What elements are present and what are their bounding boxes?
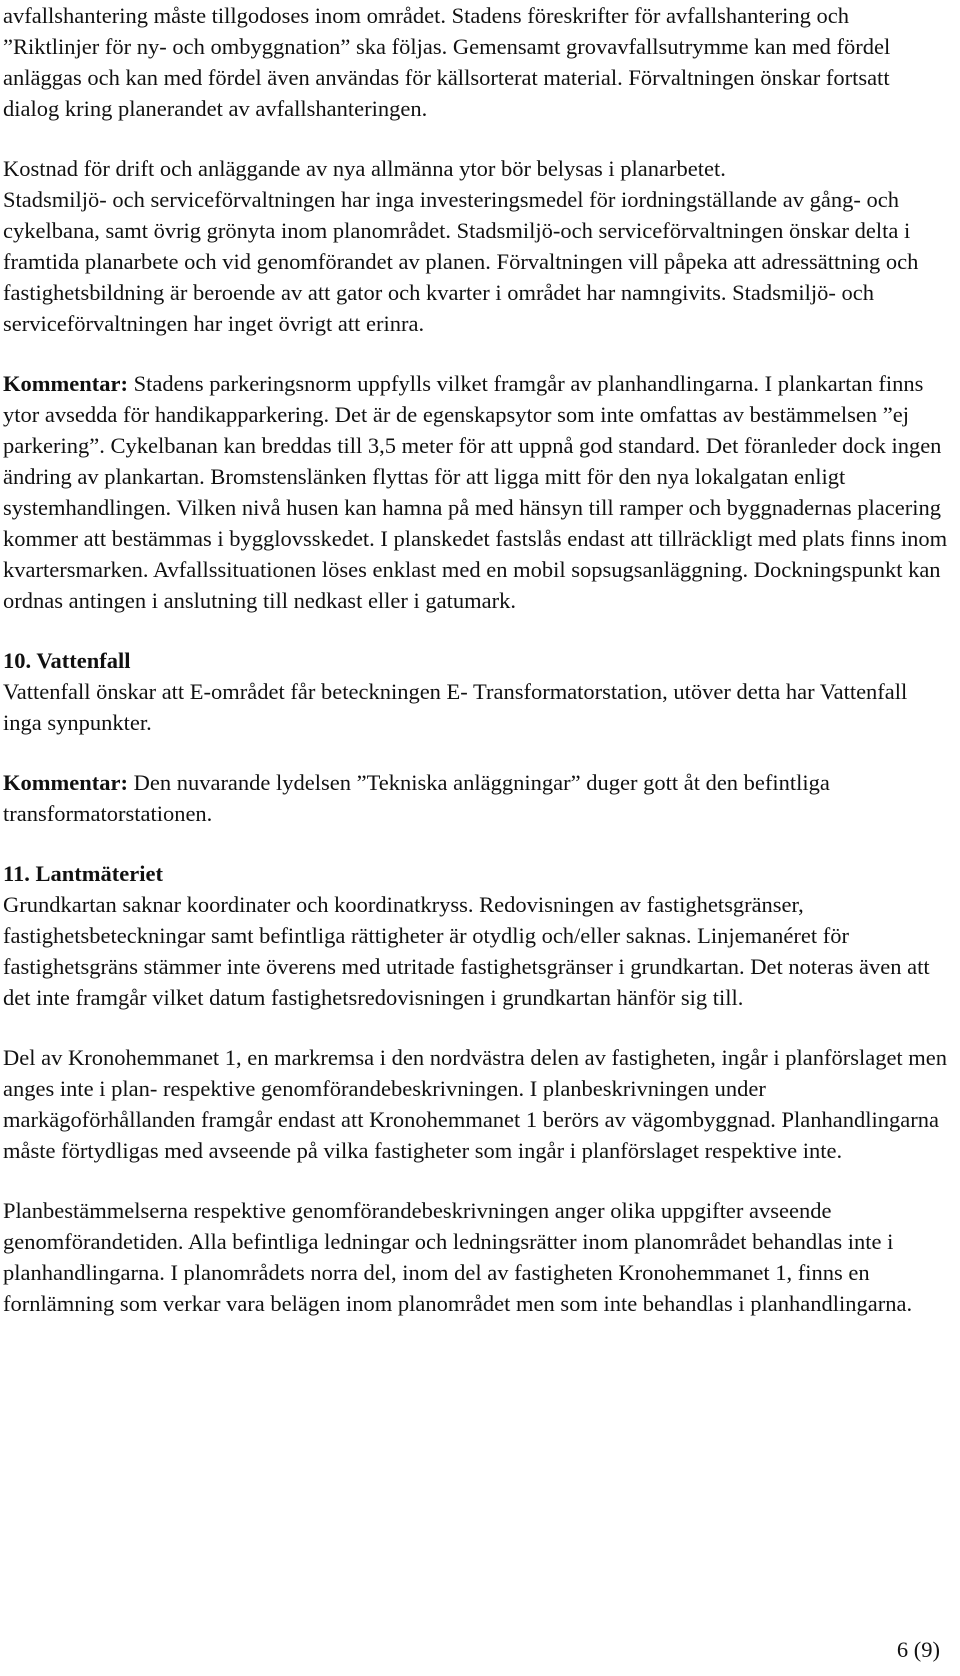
paragraph-waste-management (3, 0, 948, 124)
comment-label: Kommentar: (3, 770, 128, 795)
paragraph-text: Stadsmiljö- och serviceförvaltningen har inga investeringsmedel för iordningställande av gång- och cykelbana, samt övrig grönyta inom planområdet. Stadsmiljö-och serviceförvaltningen önskar delta i framtida planarbete och vid genomförandet av planen. Förvaltningen vill påpeka att adressättning och fastighetsbildning är beroende av att gator och kvarter i området har namngivits. Stadsmiljö- och serviceförvaltningen har inget övrigt att erinra. (3, 187, 919, 336)
comment-text: Stadens parkeringsnorm uppfylls vilket framgår av planhandlingarna. I plankartan finns ytor avsedda för handikapparkering. Det är de egenskapsytor som inte omfattas av bestämmelsen ”ej parkering”. Cykelbanan kan breddas till 3,5 meter för att uppnå god standard. Det föranleder dock ingen ändring av plankartan. Bromstenslänken flyttas för att ligga mitt för den nya lokalgatan enligt systemhandlingen. Vilken nivå husen kan hamna på med hänsyn till ramper och byggnadernas placering kommer att bestämmas i bygglovsskedet. I planskedet fastslås endast att tillräckligt med plats finns inom kvartersmarken. Avfallssituationen löses enklast med en mobil sopsugsanläggning. Dockningspunkt kan ordnas antingen i anslutning till nedkast eller i gatumark. (3, 371, 948, 613)
paragraph-base-map (3, 889, 948, 1013)
comment-parking (3, 368, 948, 616)
document-body (3, 0, 948, 1348)
paragraph-text: Vattenfall önskar att E-området får beteckningen E- Transformatorstation, utöver detta har Vattenfall inga synpunkter. (3, 679, 908, 735)
page-number: 6 (9) (896, 1637, 940, 1662)
section-heading-vattenfall: 10. Vattenfall (3, 648, 131, 673)
paragraph-text: avfallshantering måste tillgodoses inom området. Stadens föreskrifter för avfallshantering och ”Riktlinjer för ny- och ombyggnation” ska följas. Gemensamt grovavfallsutrymme kan med fördel anläggas och kan med fördel även användas för källsorterat material. Förvaltningen önskar fortsatt dialog kring planerandet av avfallshanteringen. (3, 3, 891, 121)
paragraph-kronohemmanet (3, 1042, 948, 1166)
comment-text: Den nuvarande lydelsen ”Tekniska anläggningar” duger gott åt den befintliga transformatorstationen. (3, 770, 830, 826)
comment-transformer (3, 767, 948, 829)
comment-label: Kommentar: (3, 371, 128, 396)
paragraph-text: Planbestämmelserna respektive genomförandebeskrivningen anger olika uppgifter avseende genomförandetiden. Alla befintliga ledningar och ledningsrätter inom planområdet behandlas inte i planhandlingarna. I planområdets norra del, inom del av fastigheten Kronohemmanet 1, finns en fornlämning som verkar vara belägen inom planområdet men som inte behandlas i planhandlingarna. (3, 1198, 913, 1316)
paragraph-text: Del av Kronohemmanet 1, en markremsa i den nordvästra delen av fastigheten, ingår i planförslaget men anges inte i plan- respektive genomförandebeskrivningen. I planbeskrivningen under markägoförhållanden framgår endast att Kronohemmanet 1 berörs av vägombyggnad. Planhandlingarna måste förtydligas med avseende på vilka fastigheter som ingår i planförslaget respektive inte. (3, 1045, 948, 1163)
paragraph-vattenfall (3, 676, 948, 738)
section-heading-lantmateriet: 11. Lantmäteriet (3, 861, 163, 886)
paragraph-text: Grundkartan saknar koordinater och koordinatkryss. Redovisningen av fastighetsgränser, fastighetsbeteckningar samt befintliga rättigheter är otydlig och/eller saknas. Linjemanéret för fastighetsgräns stämmer inte överens med utritade fastighetsgränser i grundkartan. Det noteras även att det inte framgår vilket datum fastighetsredovisningen i grundkartan hänför sig till. (3, 892, 930, 1010)
paragraph-city-environment-department (3, 184, 948, 339)
paragraph-operating-cost (3, 153, 948, 184)
paragraph-plan-regulations (3, 1195, 948, 1319)
paragraph-text: Kostnad för drift och anläggande av nya allmänna ytor bör belysas i planarbetet. (3, 156, 726, 181)
